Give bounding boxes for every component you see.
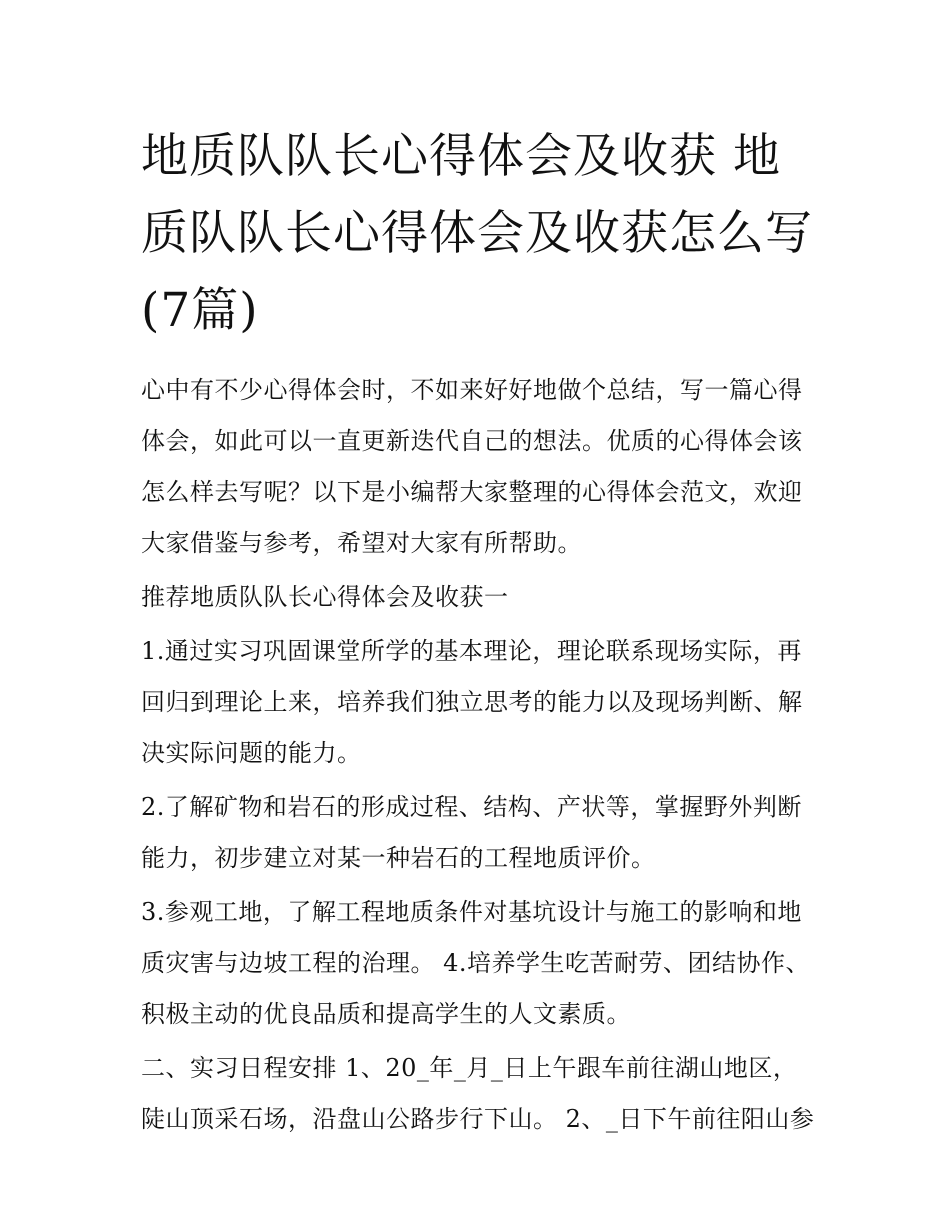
intro-paragraph: 心中有不少心得体会时，不如来好好地做个总结，写一篇心得体会，如此可以一直更新迭代自己的想法。优质的心得体会该怎么样去写呢？以下是小编帮大家整理的心得体会范文，欢迎大家借鉴与参考，希望对大家有所帮助。: [141, 376, 803, 557]
document-page: [141, 118, 817, 1148]
list-item: 3.参观工地，了解工程地质条件对基坑设计与施工的影响和地质灾害与边坡工程的治理。 4.培养学生吃苦耐劳、团结协作、积极主动的优良品质和提高学生的人文素质。: [141, 898, 811, 1028]
section-heading: 推荐地质队队长心得体会及收获一: [141, 583, 509, 611]
list-item: 1.通过实习巩固课堂所学的基本理论，理论联系现场实际，再回归到理论上来，培养我们独立思考的能力以及现场判断、解决实际问题的能力。: [141, 637, 803, 767]
schedule-paragraph: 二、实习日程安排 1、20_年_月_日上午跟车前往湖山地区，陡山顶采石场，沿盘山公路步行下山。 2、_日下午前往阳山参: [141, 1054, 815, 1133]
list-item: 2.了解矿物和岩石的形成过程、结构、产状等，掌握野外判断能力，初步建立对某一种岩石的工程地质评价。: [141, 793, 802, 872]
document-title: 地质队队长心得体会及收获 地质队队长心得体会及收获怎么写(7篇): [141, 129, 813, 338]
